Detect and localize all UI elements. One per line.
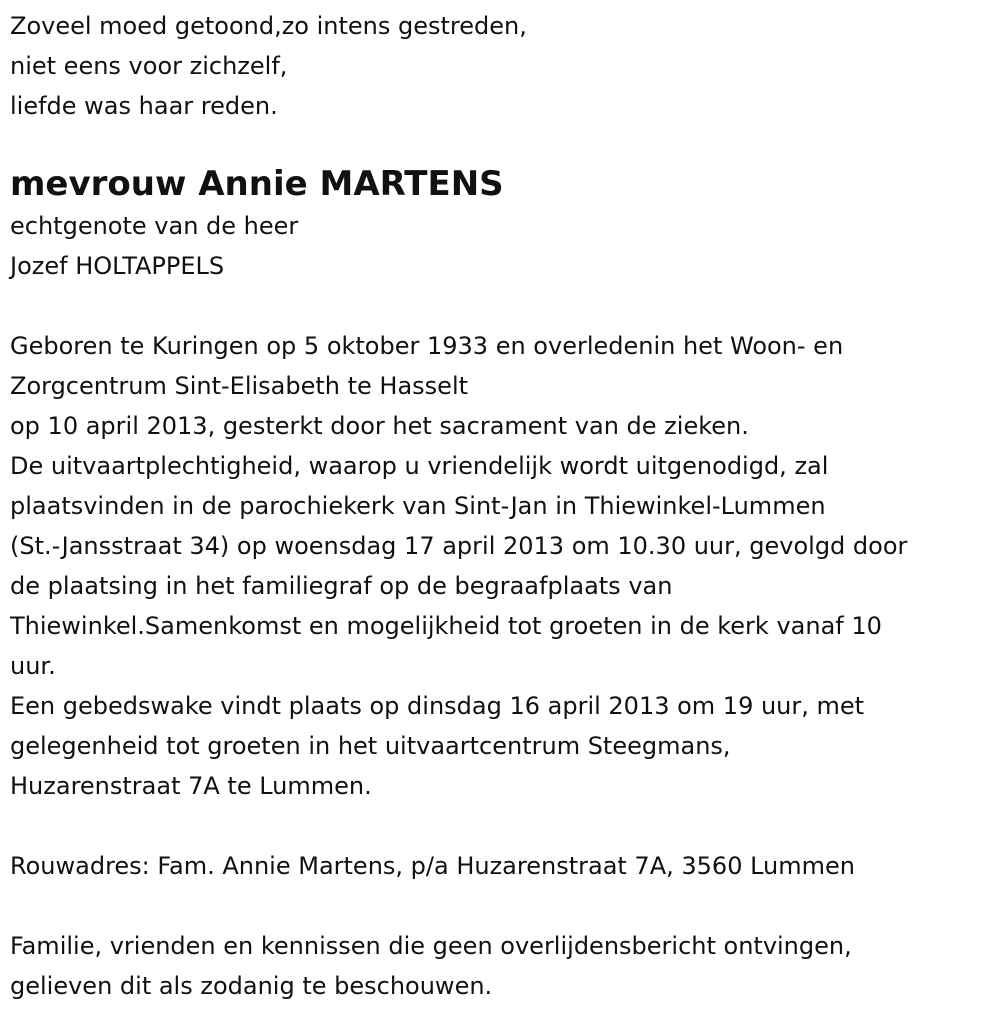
details-paragraph [10, 326, 995, 806]
spacer [10, 886, 995, 926]
poem-line-3: liefde was haar reden. [10, 92, 278, 120]
obituary-notice [10, 6, 995, 1006]
deceased-name: mevrouw Annie MARTENS [10, 164, 504, 204]
details-line: Thiewinkel.Samenkomst en mogelijkheid tot groeten in de kerk vanaf 10 [10, 612, 882, 640]
details-line: Zorgcentrum Sint-Elisabeth te Hasselt [10, 372, 469, 400]
details-line: (St.-Jansstraat 34) op woensdag 17 april 2013 om 10.30 uur, gevolgd door [10, 532, 908, 560]
closing-line-2: gelieven dit als zodanig te beschouwen. [10, 972, 493, 1000]
mourning-address: Rouwadres: Fam. Annie Martens, p/a Huzarenstraat 7A, 3560 Lummen [10, 852, 855, 880]
details-line: plaatsvinden in de parochiekerk van Sint-Jan in Thiewinkel-Lummen [10, 492, 826, 520]
spacer [10, 286, 995, 326]
details-line: Huzarenstraat 7A te Lummen. [10, 772, 372, 800]
closing-note [10, 926, 995, 1006]
poem-line-1: Zoveel moed getoond,zo intens gestreden, [10, 12, 527, 40]
details-line: de plaatsing in het familiegraf op de begraafplaats van [10, 572, 673, 600]
details-line: op 10 april 2013, gesterkt door het sacrament van de zieken. [10, 412, 749, 440]
closing-line-1: Familie, vrienden en kennissen die geen overlijdensbericht ontvingen, [10, 932, 852, 960]
poem [10, 6, 995, 126]
details-line: De uitvaartplechtigheid, waarop u vriendelijk wordt uitgenodigd, zal [10, 452, 829, 480]
details-line: gelegenheid tot groeten in het uitvaartcentrum Steegmans, [10, 732, 731, 760]
details-line: Geboren te Kuringen op 5 oktober 1933 en overledenin het Woon- en [10, 332, 844, 360]
details-line: Een gebedswake vindt plaats op dinsdag 16 april 2013 om 19 uur, met [10, 692, 865, 720]
poem-line-2: niet eens voor zichzelf, [10, 52, 288, 80]
relation-line-2: Jozef HOLTAPPELS [10, 252, 225, 280]
spacer [10, 806, 995, 846]
relation-line-1: echtgenote van de heer [10, 212, 299, 240]
details-line: uur. [10, 652, 56, 680]
